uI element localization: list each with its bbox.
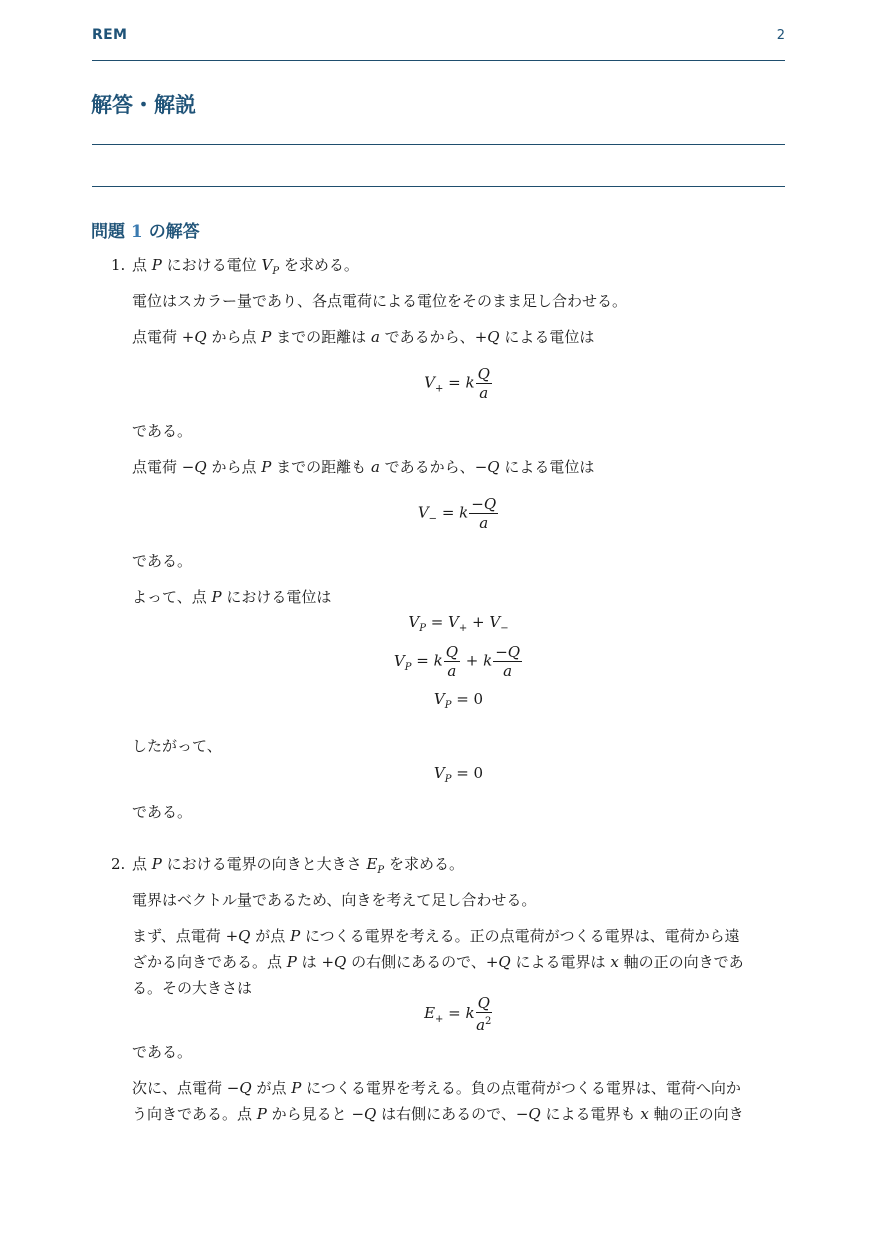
- header-rule: [92, 60, 785, 61]
- item1-marker: 1.: [111, 256, 126, 274]
- item2-marker: 2.: [111, 855, 126, 873]
- section-number: 1: [130, 222, 143, 242]
- equation-vp-expanded: $V_P = k$ $\frac{Q}{a}$ + k $\frac{-Q}{a}$: [393, 643, 521, 680]
- item2-paragraph-1: 電界はベクトル量であるため、向きを考えて足し合わせる。: [132, 891, 537, 909]
- item1-dearu-3: である。: [132, 803, 193, 821]
- item1-paragraph-1: 電位はスカラー量であり、各点電荷による電位をそのまま足し合わせる。: [132, 292, 628, 310]
- equation-vp-zero: $V_P = 0$: [433, 690, 484, 711]
- item2-paragraph-2-line2: ざかる向きである。点 P は +Q の右側にあるので、+Q による電界は x 軸の正の向きであ: [132, 953, 744, 971]
- item1-paragraph-4: よって、点 P における電位は: [132, 588, 332, 606]
- item1-therefore: したがって、: [132, 737, 222, 755]
- equation-v-plus: $V_+ = k$ $\frac{Q}{a}$: [424, 365, 490, 402]
- item2-heading: 点 P における電界の向きと大きさ $E_P$ を求める。: [132, 855, 464, 876]
- section-suffix: の解答: [148, 222, 200, 242]
- page-number: 2: [776, 28, 785, 43]
- equation-v-minus: $V_- = k$ $\frac{-Q}{a}$: [417, 495, 497, 532]
- section-heading: [91, 217, 200, 242]
- title-rule-top: [92, 144, 785, 145]
- item2-dearu-1: である。: [132, 1043, 193, 1061]
- item1-paragraph-3: 点電荷 −Q から点 P までの距離も a であるから、−Q による電位は: [132, 458, 595, 476]
- item1-dearu-2: である。: [132, 552, 193, 570]
- running-header: REM: [92, 27, 128, 43]
- page-title: 解答・解説: [91, 92, 196, 117]
- item2-paragraph-3-line1: 次に、点電荷 −Q が点 P につくる電界を考える。負の点電荷がつくる電界は、電荷へ向か: [132, 1079, 741, 1097]
- item2-paragraph-2-line1: まず、点電荷 +Q が点 P につくる電界を考える。正の点電荷がつくる電界は、電荷から遠: [132, 927, 740, 945]
- title-rule-bottom: [92, 186, 785, 187]
- equation-vp-result: $V_P = 0$: [433, 764, 484, 785]
- item1-dearu-1: である。: [132, 422, 193, 440]
- item1-heading: 点 P における電位 $V_P$ を求める。: [132, 256, 359, 277]
- item2-paragraph-2-line3: る。その大きさは: [132, 979, 253, 997]
- equation-e-plus: $E_+ = k$ $\frac{Q}{a^2}$: [424, 994, 492, 1034]
- section-prefix: 問題: [91, 222, 125, 242]
- equation-vp-sum: $V_P = V_+ + V_-$: [408, 613, 509, 634]
- item2-paragraph-3-line2: う向きである。点 P から見ると −Q は右側にあるので、−Q による電界も x 軸の正の向き: [132, 1105, 744, 1123]
- item1-paragraph-2: 点電荷 +Q から点 P までの距離は a であるから、+Q による電位は: [132, 328, 595, 346]
